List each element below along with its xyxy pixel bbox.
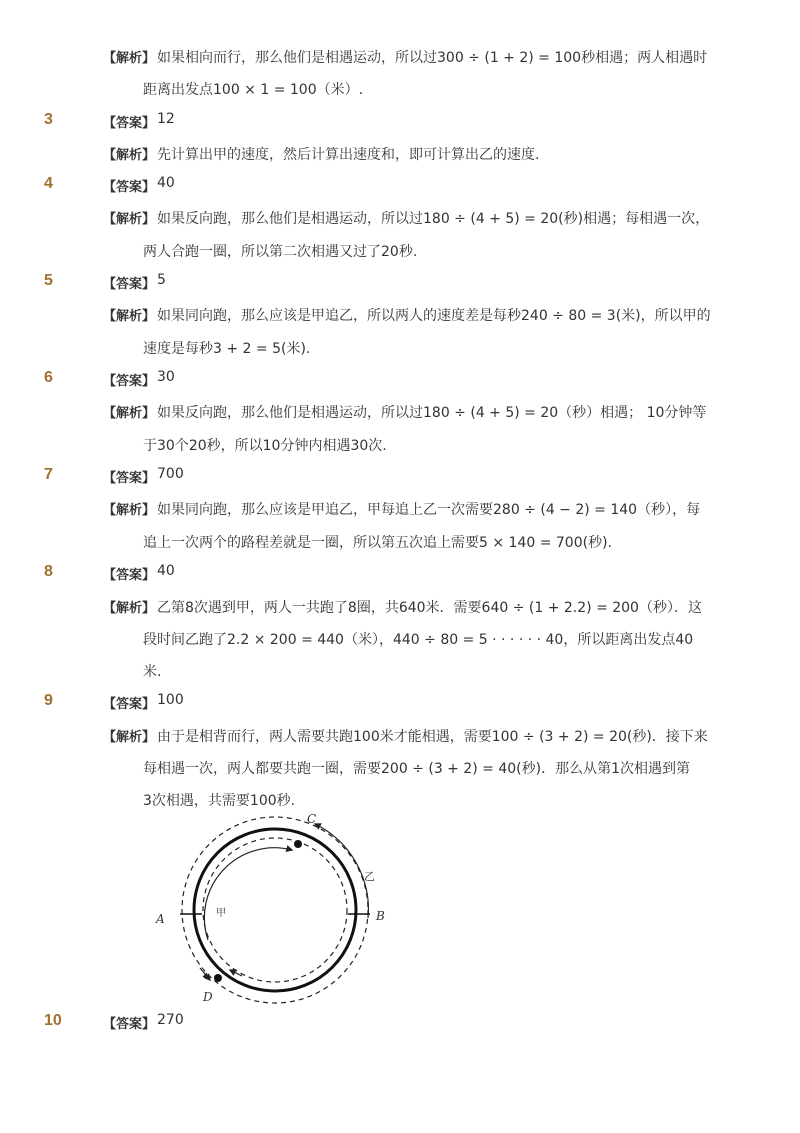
answer-value: 40 <box>157 563 175 579</box>
analysis-text: 如果同向跑，那么应该是甲追乙，甲每追上乙一次需要280 ÷ (4 − 2) = 140（秒），每 <box>157 502 701 518</box>
question-number: 6 <box>44 369 53 386</box>
label-b: B <box>376 909 385 923</box>
answer-value: 700 <box>157 466 184 482</box>
yi-path-arrow <box>315 824 368 918</box>
question-number: 3 <box>44 111 53 128</box>
analysis-text: 如果反向跑，那么他们是相遇运动，所以过180 ÷ (4 + 5) = 20（秒）相遇； 10分钟等 <box>157 405 707 421</box>
analysis-text: 由于是相背而行，两人需要共跑100米才能相遇，需要100 ÷ (3 + 2) = 20(秒)．接下来 <box>157 729 708 745</box>
analysis-tag: 【解析】 <box>103 406 156 421</box>
point-c <box>294 840 302 848</box>
point-d <box>214 974 222 982</box>
analysis-text: 先计算出甲的速度，然后计算出速度和，即可计算出乙的速度. <box>157 147 540 163</box>
analysis-text: 如果相向而行，那么他们是相遇运动，所以过300 ÷ (1 + 2) = 100秒相遇；两人相遇时 <box>157 50 708 66</box>
analysis-tag: 【解析】 <box>103 309 156 324</box>
answer-tag: 【答案】 <box>103 1017 156 1032</box>
analysis-tag: 【解析】 <box>103 148 156 163</box>
answer-value: 5 <box>157 272 166 288</box>
label-c: C <box>307 812 317 826</box>
outer-arrow-d <box>184 936 208 978</box>
answer-tag: 【答案】 <box>103 374 156 389</box>
analysis-text: 米. <box>143 664 162 680</box>
analysis-tag: 【解析】 <box>103 730 156 745</box>
outer-dashed-path <box>182 817 368 1003</box>
analysis-tag: 【解析】 <box>103 212 156 227</box>
answer-tag: 【答案】 <box>103 471 156 486</box>
analysis-text: 3次相遇，共需要100秒. <box>143 793 296 809</box>
answer-tag: 【答案】 <box>103 568 156 583</box>
answer-tag: 【答案】 <box>103 277 156 292</box>
label-d: D <box>203 990 213 1004</box>
question-number: 5 <box>44 272 53 289</box>
analysis-text: 如果同向跑，那么应该是甲追乙，所以两人的速度差是每秒240 ÷ 80 = 3(米)，所以甲的 <box>157 308 711 324</box>
question-number: 8 <box>44 563 53 580</box>
answer-tag: 【答案】 <box>103 180 156 195</box>
analysis-text: 于30个20秒，所以10分钟内相遇30次. <box>143 438 387 454</box>
analysis-text: 距离出发点100 × 1 = 100（米）. <box>143 82 364 98</box>
answer-value: 30 <box>157 369 175 385</box>
analysis-text: 每相遇一次，两人都要共跑一圈，需要200 ÷ (3 + 2) = 40(秒)．那么从第1次相遇到第 <box>143 761 690 777</box>
analysis-tag: 【解析】 <box>103 51 156 66</box>
label-a: A <box>156 912 165 926</box>
analysis-tag: 【解析】 <box>103 503 156 518</box>
question-number: 7 <box>44 466 53 483</box>
answer-value: 270 <box>157 1012 184 1028</box>
question-number: 9 <box>44 692 53 709</box>
answer-tag: 【答案】 <box>103 697 156 712</box>
circular-track-diagram <box>150 808 390 1008</box>
jia-path-arrow <box>204 848 292 940</box>
answer-value: 40 <box>157 175 175 191</box>
analysis-text: 段时间乙跑了2.2 × 200 = 440（米），440 ÷ 80 = 5 · · · · · · 40，所以距离出发点40 <box>143 632 694 648</box>
label-yi: 乙 <box>364 870 375 883</box>
analysis-text: 如果反向跑，那么他们是相遇运动，所以过180 ÷ (4 + 5) = 20(秒)相遇；每相遇一次， <box>157 211 710 227</box>
analysis-text: 追上一次两个的路程差就是一圈，所以第五次追上需要5 × 140 = 700(秒). <box>143 535 612 551</box>
analysis-text: 两人合跑一圈，所以第二次相遇又过了20秒. <box>143 244 418 260</box>
question-number: 4 <box>44 175 53 192</box>
question-number: 10 <box>44 1012 62 1029</box>
analysis-text: 乙第8次遇到甲，两人一共跑了8圈，共640米．需要640 ÷ (1 + 2.2) = 200（秒）．这 <box>157 600 702 616</box>
answer-value: 100 <box>157 692 184 708</box>
analysis-text: 速度是每秒3 + 2 = 5(米). <box>143 341 311 357</box>
label-jia: 甲 <box>216 908 226 919</box>
answer-tag: 【答案】 <box>103 116 156 131</box>
analysis-tag: 【解析】 <box>103 601 156 616</box>
outer-arrowhead-d <box>200 968 210 980</box>
answer-value: 12 <box>157 111 175 127</box>
